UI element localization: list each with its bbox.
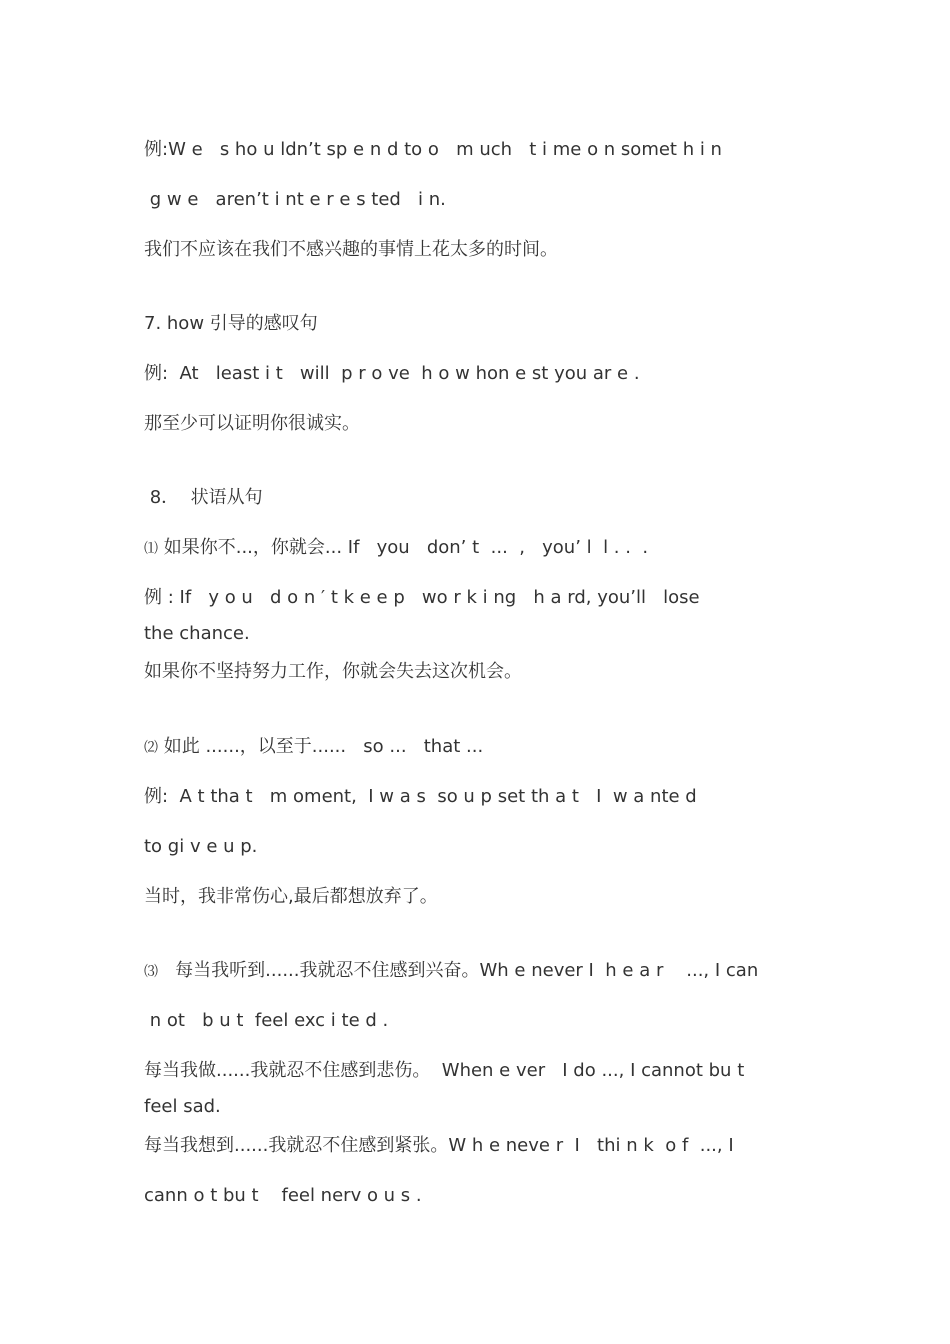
example-sentence-8-1-cont: the chance. (144, 623, 250, 644)
translation-8-2: 当时，我非常伤心,最后都想放弃了。 (144, 886, 438, 907)
pattern-3-cont: n ot b u t feel exc i te d . (144, 1010, 389, 1031)
pattern-3-sad: 每当我做......我就忍不住感到悲伤。 When e ver I do ..., I cannot bu t (144, 1060, 745, 1081)
pattern-3-text: 每当我听到......我就忍不住感到兴奋。Wh e never I h e a r ..., I can (158, 960, 759, 981)
example-sentence-8-2-cont: to gi v e u p. (144, 836, 258, 857)
translation-1: 我们不应该在我们不感兴趣的事情上花太多的时间。 (144, 239, 558, 260)
pattern-2-text: 如此 ......，以至于...... so ... that ... (163, 736, 484, 757)
section-heading-8: 8． 状语从句 (144, 487, 263, 508)
pattern-3-sad-cont: feel sad. (144, 1096, 221, 1117)
section-heading-7: 7. how 引导的感叹句 (144, 313, 318, 334)
example-sentence-7: 例: At least i t will p r o ve h o w hon e st you ar e . (144, 363, 640, 384)
example-sentence-8-2: 例: A t tha t m oment, I w a s so u p set th a t I w a nte d (144, 786, 697, 807)
example-sentence-1-cont: g w e aren’t i nt e r e s ted i n. (144, 189, 446, 210)
pattern-3-nervous-cont: cann o t bu t feel nerv o u s . (144, 1185, 422, 1206)
example-sentence-8-1: 例 : If y o u d o n ′ t k e e p wo r k i ng h a rd, you’ll lose (144, 587, 700, 608)
example-sentence-1: 例:W e s ho u ldn’t sp e n d to o m uch t i me o n somet h i n (144, 139, 722, 160)
pattern-3-nervous: 每当我想到......我就忍不住感到紧张。W h e neve r I thi n k o f ..., I (144, 1135, 734, 1156)
pattern-2 (144, 735, 483, 760)
item-marker-1: ⑴ (144, 541, 158, 557)
pattern-3 (144, 959, 758, 984)
translation-7: 那至少可以证明你很诚实。 (144, 413, 360, 434)
item-marker-2: ⑵ (144, 740, 158, 756)
pattern-1 (144, 536, 648, 561)
pattern-1-text: 如果你不...，你就会... If you don’ t ... , you’ l l . . . (163, 537, 649, 558)
translation-8-1: 如果你不坚持努力工作，你就会失去这次机会。 (144, 661, 522, 682)
item-marker-3: ⑶ (144, 964, 158, 980)
